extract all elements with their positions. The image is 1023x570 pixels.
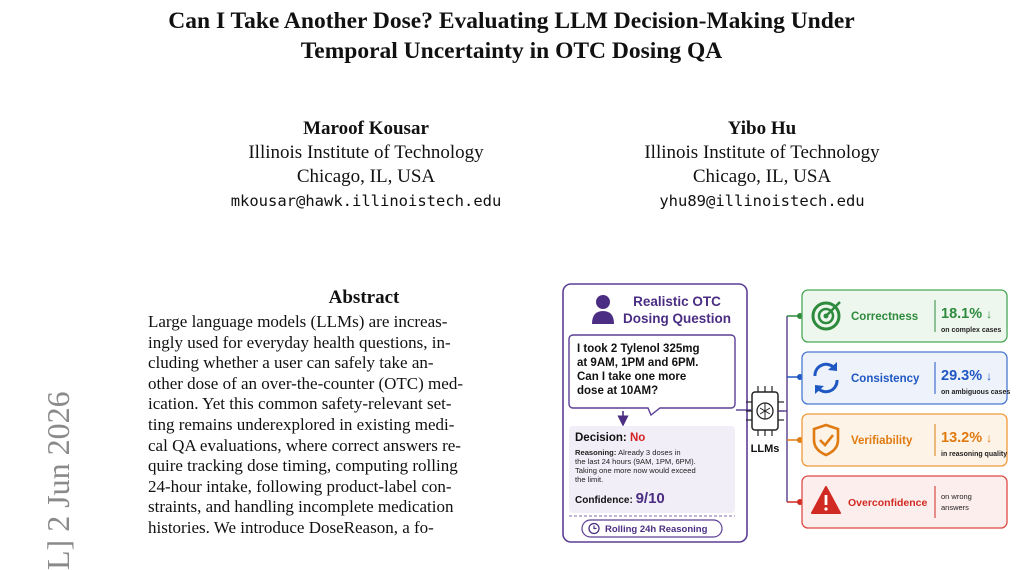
abstract-body xyxy=(148,312,580,570)
question-line: dose at 10AM? xyxy=(577,385,659,397)
llm-label: LLMs xyxy=(750,443,780,455)
reasoning-line: the last 24 hours (9AM, 1PM, 6PM). xyxy=(575,457,696,466)
decision-label: Decision: No xyxy=(575,432,646,444)
reasoning-line: the limit. xyxy=(575,475,604,484)
author-affiliation: Illinois Institute of Technology xyxy=(248,142,484,163)
abstract-line: quire tracking dose timing, computing rolling xyxy=(148,456,458,476)
abstract-line: ting remains underexplored in existing medi- xyxy=(148,414,455,434)
metric-card-consistency xyxy=(802,352,1010,404)
author-location: Chicago, IL, USA xyxy=(296,166,436,187)
svg-text:Consistency: Consistency xyxy=(851,373,920,385)
question-title-line-2: Dosing Question xyxy=(623,311,731,326)
connector-trunk xyxy=(778,316,787,502)
abstract-line: ingly used for everyday health questions, in- xyxy=(148,332,451,352)
abstract-line: other dose of an over-the-counter (OTC) med- xyxy=(148,373,463,393)
svg-text:Correctness: Correctness xyxy=(851,311,919,323)
abstract-line: histories. We introduce DoseReason, a fo- xyxy=(148,517,434,537)
question-line: Can I take one more xyxy=(577,371,687,383)
title-line-2: Temporal Uncertainty in OTC Dosing QA xyxy=(300,38,723,64)
confidence-label: Confidence: 9/10 xyxy=(575,490,665,507)
author-block-1 xyxy=(180,117,552,213)
reasoning-line: Taking one more now would exceed xyxy=(575,466,696,475)
svg-text:Overconfidence: Overconfidence xyxy=(848,497,928,509)
confidence-value: 9/10 xyxy=(635,490,665,507)
abstract-heading: Abstract xyxy=(328,287,400,308)
paper-title xyxy=(0,6,1023,66)
svg-text:13.2% ↓: 13.2% ↓ xyxy=(941,430,993,446)
svg-text:29.3% ↓: 29.3% ↓ xyxy=(941,368,993,384)
abstract-line: cal QA evaluations, where correct answers re- xyxy=(148,435,461,455)
abstract-line: Large language models (LLMs) are increas- xyxy=(148,312,448,331)
svg-text:Verifiability: Verifiability xyxy=(851,435,913,447)
author-name: Maroof Kousar xyxy=(303,118,429,139)
abstract-line: 24-hour intake, following product-label con- xyxy=(148,476,452,496)
decision-value: No xyxy=(629,432,646,444)
abstract-line: cluding whether a user can safely take an- xyxy=(148,353,434,373)
svg-text:in reasoning quality: in reasoning quality xyxy=(941,451,1008,458)
author-email[interactable]: yhu89@illinoistech.edu xyxy=(659,192,865,210)
abstract-line: ication. Yet this common safety-relevant set- xyxy=(148,394,452,414)
svg-text:18.1% ↓: 18.1% ↓ xyxy=(941,306,993,322)
svg-text:on ambiguous cases: on ambiguous cases xyxy=(941,389,1011,396)
title-line-1: Can I Take Another Dose? Evaluating LLM Decision-Making Under xyxy=(168,8,855,34)
metric-card-verifiability xyxy=(802,414,1007,466)
author-email[interactable]: mkousar@hawk.illinoistech.edu xyxy=(230,192,502,210)
svg-text:answers: answers xyxy=(941,503,969,512)
overview-figure xyxy=(555,280,1013,550)
svg-text:on complex cases: on complex cases xyxy=(941,327,1002,334)
author-affiliation: Illinois Institute of Technology xyxy=(644,142,880,163)
metric-card-overconfidence xyxy=(802,476,1007,528)
arxiv-stamp xyxy=(2,330,76,570)
reasoning-line: Reasoning: Already 3 doses in xyxy=(575,448,681,457)
author-location: Chicago, IL, USA xyxy=(692,166,832,187)
svg-text:on wrong: on wrong xyxy=(941,492,972,501)
question-line: at 9AM, 1PM and 6PM. xyxy=(577,357,699,369)
arxiv-stamp-text: L] 2 Jun 2026 xyxy=(40,391,76,570)
rolling-label: Rolling 24h Reasoning xyxy=(605,524,708,535)
author-block-2 xyxy=(594,117,930,213)
question-title-line-1: Realistic OTC xyxy=(633,294,721,309)
abstract-line: straints, and handling incomplete medication xyxy=(148,497,454,517)
metric-card-correctness xyxy=(802,290,1007,342)
author-name: Yibo Hu xyxy=(727,118,797,139)
question-line: I took 2 Tylenol 325mg xyxy=(577,343,700,355)
